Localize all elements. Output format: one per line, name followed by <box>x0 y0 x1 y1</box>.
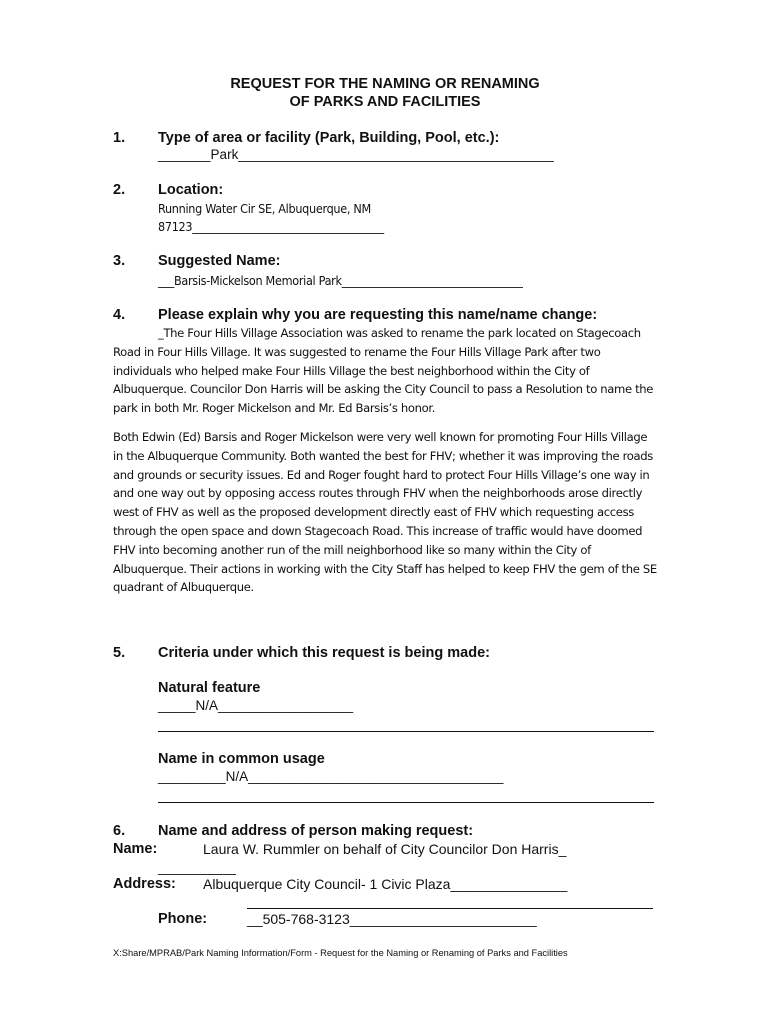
common-usage-blank-line <box>158 802 654 803</box>
section-3-number: 3. <box>113 253 126 269</box>
section-3-heading: Suggested Name: <box>158 253 281 269</box>
explanation-paragraph-1 <box>113 324 658 418</box>
location-line-1: Running Water Cir SE, Albuquerque, NM <box>158 201 371 216</box>
section-5-heading: Criteria under which this request is being made: <box>158 645 490 661</box>
suggested-name-value: ___Barsis-Mickelson Memorial Park__________________________________ <box>158 273 523 288</box>
section-4-number: 4. <box>113 307 126 323</box>
phone-label: Phone: <box>158 911 208 927</box>
explanation-paragraph-2: Both Edwin (Ed) Barsis and Roger Mickelson were very well known for promoting Four Hills Village in the Albuquerque Community. Both wanted the best for FHV; whether it was improving the roads and grounds or security issues. Ed and Roger fought hard to protect Four Hills Village’s one way in and one way out by opposing access routes through FHV when the neighborhoods arose directly west of FHV as well as the proposed development directly east of FHV which requesting access through the open space and down Stagecoach Road. This increase of traffic would have doomed FHV into becoming another run of the mill neighborhood like so many within the City of Albuquerque. Their actions in working with the City Staff has helped to keep FHV the gem of the SE quadrant of Albuquerque. <box>113 430 657 595</box>
name-label: Name: <box>113 841 158 857</box>
phone-value: __505-768-3123________________________ <box>247 911 537 927</box>
form-title-line2: OF PARKS AND FACILITIES <box>289 94 481 110</box>
address-label: Address: <box>113 876 176 892</box>
name-continuation: __________ <box>158 859 236 875</box>
section-2-number: 2. <box>113 182 126 198</box>
common-usage-value: _________N/A__________________________________ <box>158 769 504 784</box>
common-usage-label: Name in common usage <box>158 751 325 767</box>
location-line-2: 87123____________________________________ <box>158 219 384 234</box>
form-title-line1: REQUEST FOR THE NAMING OR RENAMING <box>230 76 540 92</box>
section-6-heading: Name and address of person making request: <box>158 823 474 839</box>
natural-feature-blank-line <box>158 731 654 732</box>
address-blank-line <box>247 908 653 909</box>
section-2-heading: Location: <box>158 182 224 198</box>
section-1-heading: Type of area or facility (Park, Building, Pool, etc.): <box>158 130 500 146</box>
section-1-number: 1. <box>113 130 126 146</box>
address-value: Albuquerque City Council- 1 Civic Plaza_______________ <box>203 876 568 892</box>
section-5-number: 5. <box>113 645 126 661</box>
footer-path: X:Share/MPRAB/Park Naming Information/Form - Request for the Naming or Renaming of Parks and Facilities <box>113 948 568 958</box>
natural-feature-label: Natural feature <box>158 680 261 696</box>
natural-feature-value: _____N/A__________________ <box>158 698 354 713</box>
explanation-paragraph-1-text: _The Four Hills Village Association was asked to rename the park located on Stagecoach Road in Four Hills Village. It was suggested to rename the Four Hills Village Park after two individuals who helped make Four Hills Village the best neighborhood within the City of Albuquerque. Councilor Don Harris will be asking the City Council to pass a Resolution to name the park in both Mr. Roger Mickelson and Mr. Ed Barsis’s honor. <box>113 326 654 416</box>
section-6-number: 6. <box>113 823 126 839</box>
facility-type-value: _______Park__________________________________________ <box>158 147 554 162</box>
section-4-heading: Please explain why you are requesting this name/name change: <box>158 307 598 323</box>
name-value: Laura W. Rummler on behalf of City Councilor Don Harris_ <box>203 841 567 857</box>
